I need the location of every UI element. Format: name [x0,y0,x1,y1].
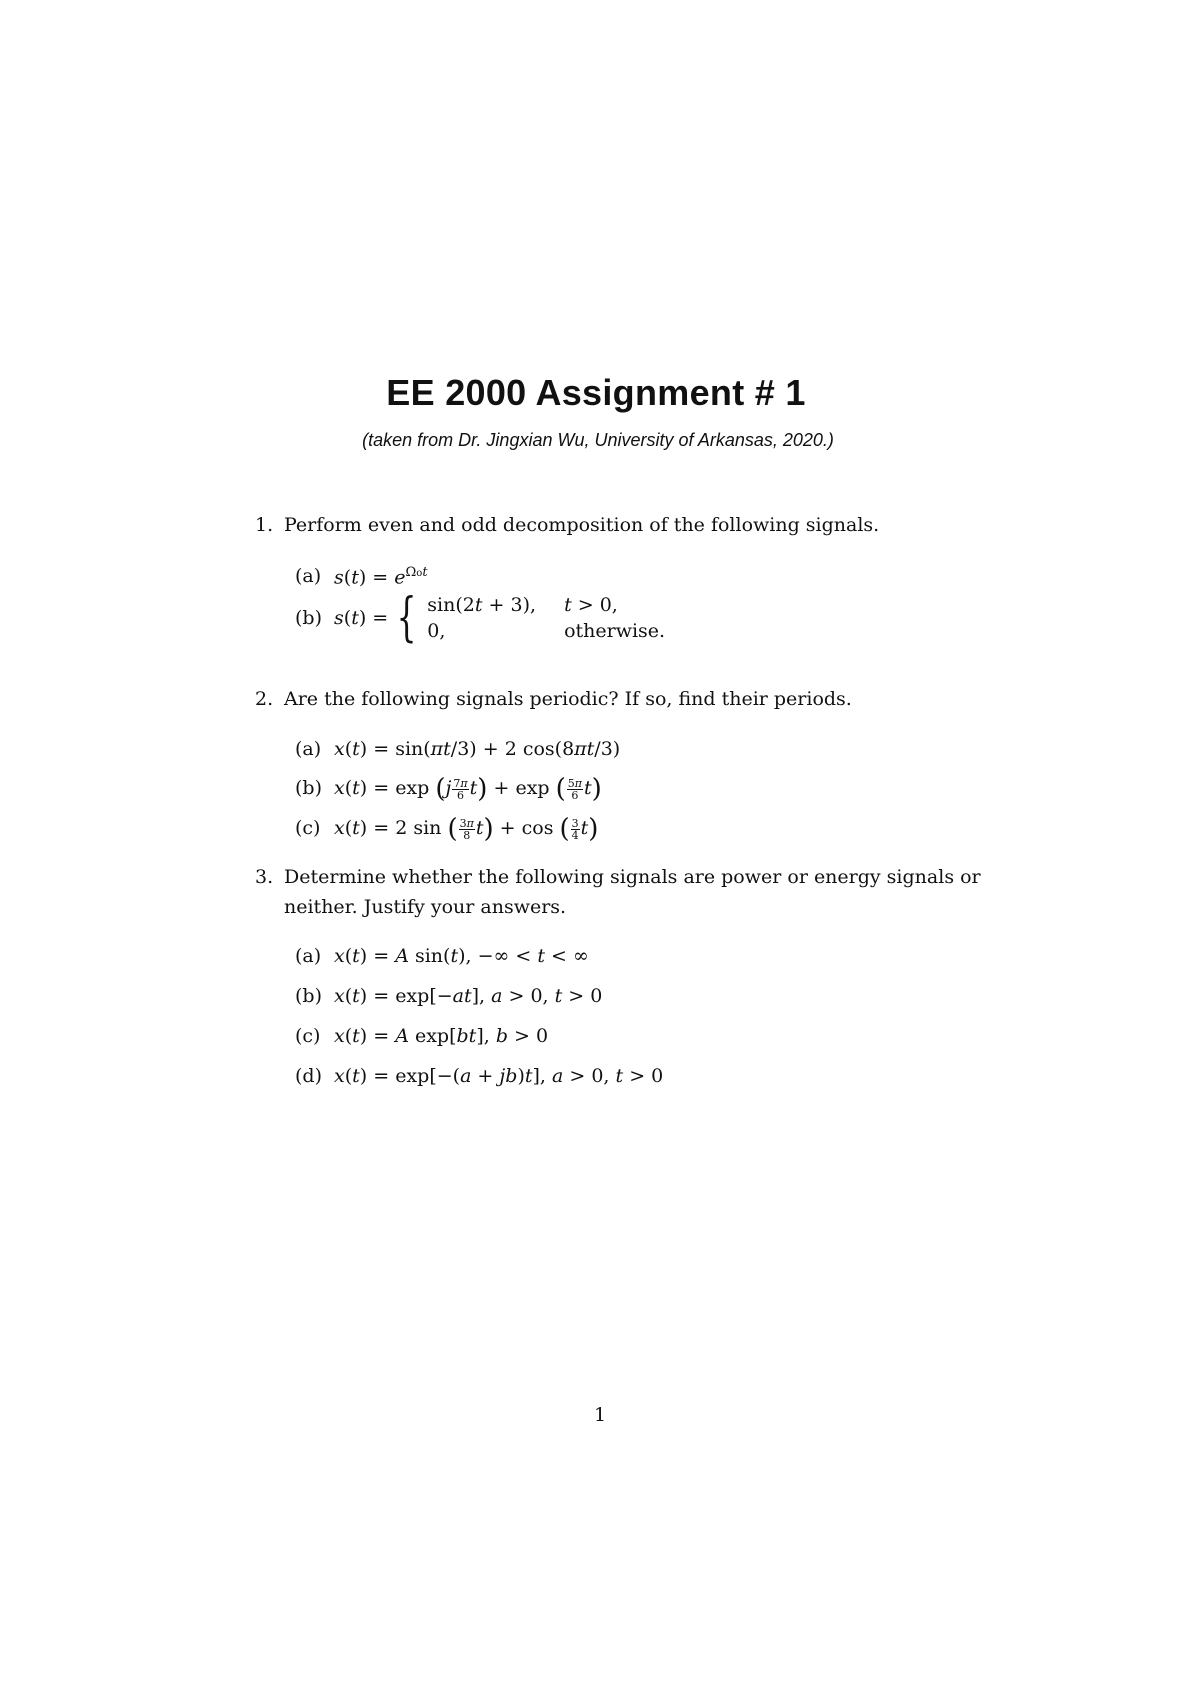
case-condition: t > 0, [564,594,618,616]
case-row [425,592,665,618]
problem-2-text: Are the following signals periodic? If so, find their periods. [284,688,852,710]
problem-1a-expression: $s(t) = e^{\Omega ot}$ [334,565,428,589]
problem-3c-label: (c) [295,1025,321,1047]
problem-3-text-line2: neither. Justify your answers. [284,896,567,918]
problem-1-text: Perform even and odd decomposition of the following signals. [284,514,880,536]
case-condition: otherwise. [564,620,666,642]
problem-3-text-line1: Determine whether the following signals are power or energy signals or [284,866,981,888]
problem-2a-expression: x(t) = sin(πt/3) + 2 cos(8πt/3) [334,738,621,760]
problem-3a-label: (a) [295,945,322,967]
problem-2b-expression: x(t) = exp (j $\frac{7\pi}{6}$ t) + exp ( $\frac{5\pi}{6}$ t) [334,774,602,804]
problem-2b-label: (b) [295,777,322,799]
problem-2c-label: (c) [295,817,321,839]
problem-2c-expression: x(t) = 2 sin ( $\frac{3\pi}{8}$ t) + cos ( $\frac{3}{4}$ t) [334,814,599,844]
problem-1-number: 1. [255,514,274,536]
subtitle-text: (taken from Dr. Jingxian Wu, University of Arkansas, 2020.) [362,430,834,450]
problem-2a-label: (a) [295,738,322,760]
problem-3-number: 3. [255,866,274,888]
problem-3a-expression: x(t) = A sin(t), −∞ < t < ∞ [334,945,589,967]
problem-3b-expression: x(t) = exp[−at], a > 0, t > 0 [334,985,603,1007]
problem-3d-label: (d) [295,1065,322,1087]
problem-2-number: 2. [255,688,274,710]
title-text: EE 2000 Assignment # 1 [386,372,806,413]
problem-3b-label: (b) [295,985,322,1007]
case-value: sin(2t + 3), [427,594,537,616]
problem-1b-expression: s(t) = { sin(2t + 3), t > 0, 0, otherwise. [334,588,666,648]
problem-3d-expression: x(t) = exp[−(a + jb)t], a > 0, t > 0 [334,1065,664,1087]
problem-1b-label: (b) [295,607,322,629]
case-row [425,618,665,644]
problem-3c-expression: x(t) = A exp[bt], b > 0 [334,1025,549,1047]
page-number: 1 [593,1404,607,1426]
page-subtitle [0,430,1200,451]
page-title [0,372,1200,414]
left-brace-icon: { [396,588,417,648]
piecewise-cases [425,592,665,644]
case-value: 0, [427,620,446,642]
problem-1a-label: (a) [295,565,322,587]
